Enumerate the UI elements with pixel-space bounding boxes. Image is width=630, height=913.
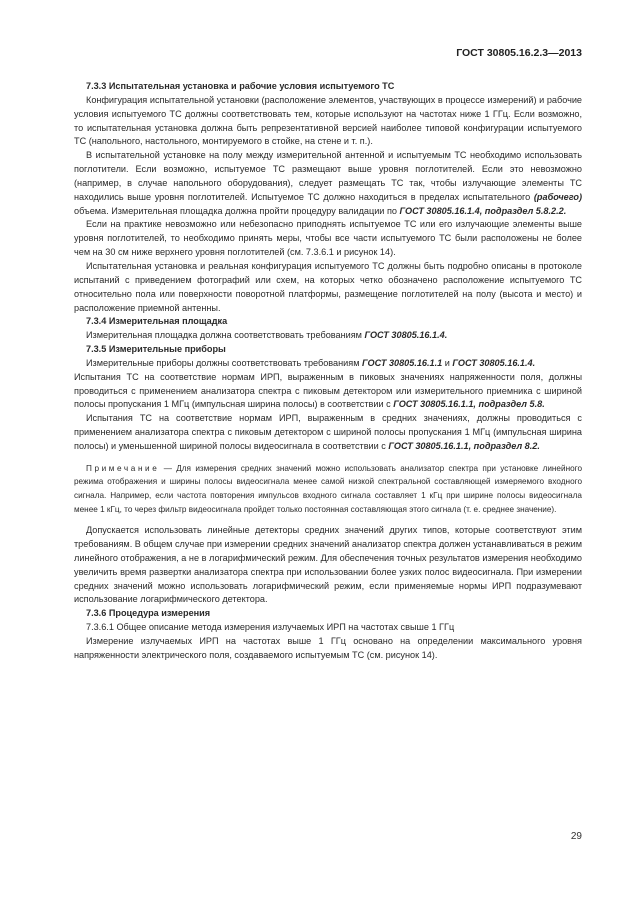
section-7-3-6-heading: 7.3.6 Процедура измерения: [86, 608, 211, 619]
section-7-3-3-paragraph-4: Испытательная установка и реальная конфигурация испытуемого ТС должны быть подробно описаны в протоколе испытаний с приведением фотографий или схем, на которых четко обозначено расположение испытуемого ТС относительно пола или поверхности поворотной платформы, размещение поглотителей на полу (высота и место) и расположение приемной антенны.: [74, 260, 582, 313]
section-7-3-5-paragraph-1: [74, 357, 582, 371]
section-7-3-6-1-paragraph-1: Измерение излучаемых ИРП на частотах выше 1 ГГц основано на определении максимального уровня напряженности электрического поля, создаваемого испытуемым ТС (см. рисунок 14).: [74, 635, 582, 660]
section-7-3-5-paragraph-3: [74, 412, 582, 454]
standard-reference: ГОСТ 30805.16.1.4, подраздел 5.8.2.2.: [399, 205, 567, 216]
note-block: [74, 462, 582, 516]
standard-reference: ГОСТ 30805.16.1.1, подраздел 5.8.: [393, 399, 545, 410]
paragraph-text: Измерительная площадка должна соответствовать требованиям: [86, 330, 365, 341]
page-content: [74, 80, 582, 663]
note-label: Примечание: [86, 463, 160, 473]
standard-reference: ГОСТ 30805.16.1.1, подраздел 8.2.: [388, 440, 540, 451]
note-text: — Для измерения средних значений можно использовать анализатор спектра при установке линейного режима отображения и ширины полосы видеосигнала менее самой низкой спектральной составляющей измеряемого входного сигнала. Например, если частота повторения импульсов входного сигнала составляет 1 кГц при ширине полосы видеосигнала менее 1 кГц, то через фильтр видеосигнала пройдет только постоянная составляющая этого сигнала (т. е. среднее значение).: [74, 463, 582, 514]
section-7-3-3-paragraph-1: Конфигурация испытательной установки (расположение элементов, участвующих в процессе измерений) и рабочие условия испытуемого ТС должны соответствовать тем, которые используют на частотах ниже 1 ГГц. Если возможно, то испытательная установка должна быть репрезентативной версией наиболее типовой конфигурации испытуемого ТС (напольного, настольного, монтируемого в стойке, на стене и т. п.).: [74, 94, 582, 147]
paragraph-text: объема. Измерительная площадка должна пройти процедуру валидации по: [74, 205, 400, 216]
page-number: 29: [570, 831, 582, 842]
emphasis-text: (рабочего): [533, 191, 582, 202]
section-7-3-3-paragraph-2: [74, 149, 582, 218]
section-7-3-3-heading: 7.3.3 Испытательная установка и рабочие условия испытуемого ТС: [86, 81, 395, 91]
paragraph-text: В испытательной установке на полу между измерительной антенной и испытуемым ТС необходимо использовать поглотители. Если возможно, испытуемое ТС размещают выше уровня поглотителей. Если это невозможно (например, в случае напольного оборудования), следует размещать ТС так, чтобы излучающие элементы ТС находились выше уровня поглотителей. Испытуемое ТС должно находиться в пределах испытательного: [74, 150, 582, 202]
standard-reference: ГОСТ 30805.16.1.1: [362, 357, 443, 368]
paragraph-text: Испытания ТС на соответствие нормам ИРП, выраженным в средних значениях, должны проводиться с применением анализатора спектра с пиковым детектором с шириной полосы пропускания 1 МГц (импульсная ширина полосы) и уменьшенной шириной полосы видеосигнала в соответствии с: [74, 413, 582, 451]
section-7-3-5-heading: 7.3.5 Измерительные приборы: [86, 344, 226, 355]
standard-reference: ГОСТ 30805.16.1.4.: [452, 357, 536, 368]
section-7-3-4-paragraph-1: [74, 329, 582, 343]
section-7-3-6-1-heading: 7.3.6.1 Общее описание метода измерения излучаемых ИРП на частотах свыше 1 ГГц: [86, 622, 455, 633]
standard-reference: ГОСТ 30805.16.1.4.: [364, 330, 448, 341]
paragraph-text: Измерительные приборы должны соответствовать требованиям: [86, 357, 363, 368]
section-7-3-3-paragraph-3: Если на практике невозможно или небезопасно приподнять испытуемое ТС или его излучающие элементы выше уровня поглотителей, то необходимо принять меры, чтобы все части испытуемого ТС были расположены не более чем на 30 см ниже верхнего уровня поглотителей (см. 7.3.6.1 и рисунок 14).: [74, 219, 582, 258]
paragraph-text: и: [442, 357, 453, 368]
section-7-3-5-paragraph-4: Допускается использовать линейные детекторы средних значений других типов, которые соответствуют этим требованиям. В общем случае при измерении средних значений анализатор спектра должен устанавливаться в режим линейного отображения, а не в логарифмический режим. Для обеспечения точных результатов измерения необходимо увеличить время развертки анализатора спектра при использовании более узких полос видеосигнала. При измерении средних значений можно использовать логарифмический режим, если применяемые нормы ИРП подразумевают использование логарифмического детектора.: [74, 525, 582, 605]
paragraph-text: Испытания ТС на соответствие нормам ИРП, выраженным в пиковых значениях напряженности поля, должны проводиться с применением анализатора спектра с пиковым детектором или измерительного приемника с шириной полосы пропускания 1 МГц (импульсная ширина полосы) в соответствии с: [74, 371, 582, 410]
section-7-3-4-heading: 7.3.4 Измерительная площадка: [86, 316, 228, 327]
section-7-3-5-paragraph-2: [74, 371, 582, 413]
standard-id-header: ГОСТ 30805.16.2.3—2013: [456, 47, 582, 59]
